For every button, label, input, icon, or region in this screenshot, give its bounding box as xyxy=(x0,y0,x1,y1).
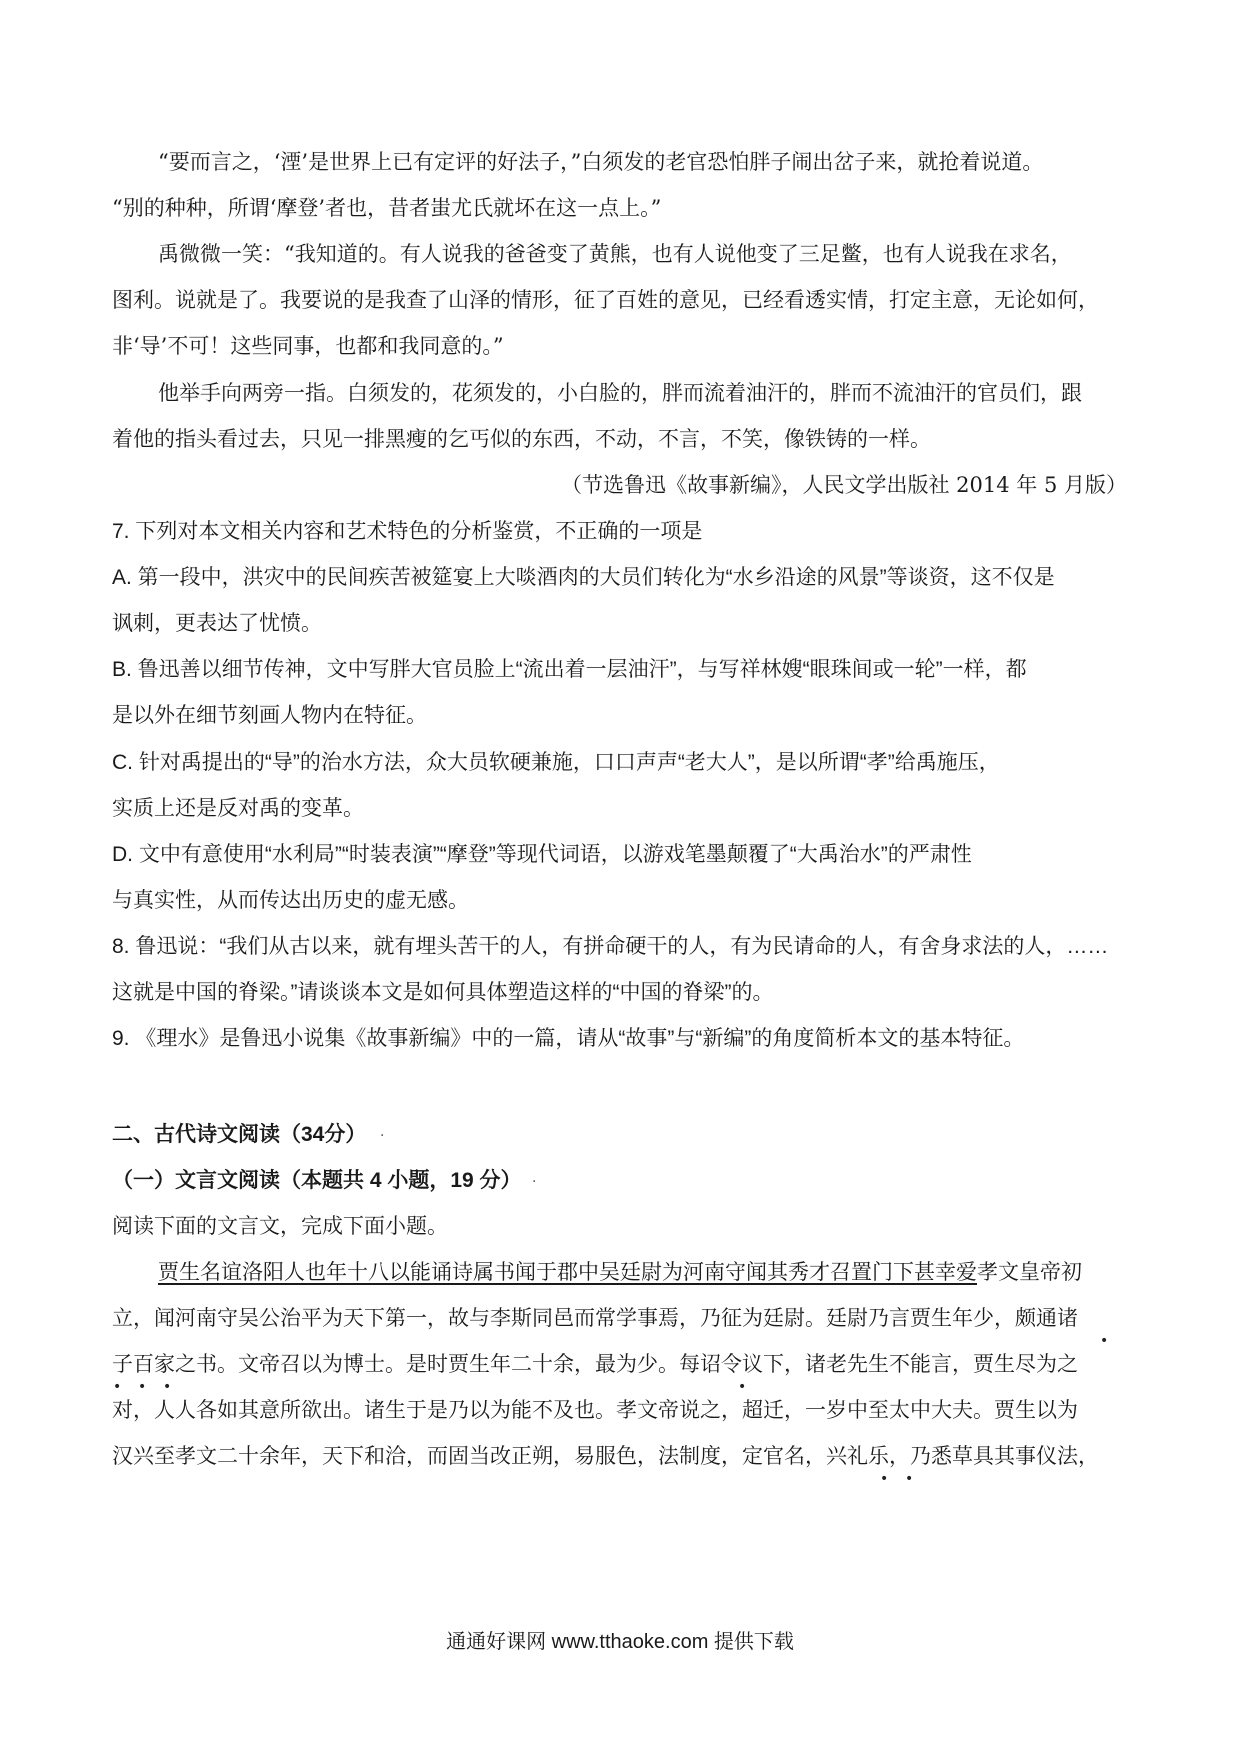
classical-text-line-4: 对，人人各如其意所欲出。诸生于是乃以为能不及也。孝文帝说之，超迁，一岁中至太中大夫。贾生以为 xyxy=(112,1398,1078,1422)
scan-mark-icon: . xyxy=(532,1170,537,1186)
reading-instruction: 阅读下面的文言文，完成下面小题。 xyxy=(112,1215,448,1238)
scan-mark-icon: . xyxy=(380,1124,385,1140)
question-7: 7. 下列对本文相关内容和艺术特色的分析鉴赏，不正确的一项是 xyxy=(112,520,703,543)
option-c-line-1: C. 针对禹提出的“导”的治水方法，众大员软硬兼施，口口声声“老大人”，是以所谓“孝”给禹施压， xyxy=(112,751,1000,774)
classical-text-line-1-rest: 孝文皇帝初 xyxy=(977,1260,1082,1284)
question-8-line-1: 8. 鲁迅说：“我们从古以来，就有埋头苦干的人，有拼命硬干的人，有为民请命的人，有舍身求法的人，…… xyxy=(112,935,1109,958)
question-9: 9. 《理水》是鲁迅小说集《故事新编》中的一篇，请从“故事”与“新编”的角度简析本文的基本特征。 xyxy=(112,1027,1025,1050)
story-paragraph-2-line-1: 禹微微一笑：“我知道的。有人说我的爸爸变了黄熊，也有人说他变了三足鳖，也有人说我在求名， xyxy=(158,242,1072,266)
classical-text-line-2: 立，闻河南守吴公治平为天下第一，故与李斯同邑而常学事焉，乃征为廷尉。廷尉乃言贾生年少，颇通诸 xyxy=(112,1306,1078,1330)
option-a-line-1: A. 第一段中，洪灾中的民间疾苦被筵宴上大啖酒肉的大员们转化为“水乡沿途的风景”等谈资，这不仅是 xyxy=(112,566,1055,589)
option-d-line-2: 与真实性，从而传达出历史的虚无感。 xyxy=(112,889,469,912)
page-footer: 通通好课网 www.tthaoke.com 提供下载 xyxy=(446,1631,794,1653)
option-a-line-2: 讽刺，更表达了忧愤。 xyxy=(112,612,322,635)
classical-text-line-1 xyxy=(158,1256,1133,1286)
emphasis-dot-icon: • xyxy=(905,1471,914,1487)
emphasis-dot-icon: • xyxy=(738,1379,747,1395)
classical-text-line-5: 汉兴至孝文二十余年，天下和洽，而固当改正朔，易服色，法制度，定官名，兴礼乐，乃悉草具其事仪法， xyxy=(112,1444,1099,1468)
emphasis-dot-icon: • xyxy=(138,1379,147,1395)
section-heading: 二、古代诗文阅读（34分） xyxy=(112,1123,367,1146)
emphasis-dot-icon: • xyxy=(163,1379,172,1395)
story-paragraph-2-line-2: 图利。说就是了。我要说的是我查了山泽的情形，征了百姓的意见，已经看透实情，打定主意，无论如何， xyxy=(112,288,1099,312)
subsection-heading: （一）文言文阅读（本题共 4 小题，19 分） xyxy=(112,1169,522,1192)
underlined-passage: 贾生名谊洛阳人也年十八以能诵诗属书闻于郡中吴廷尉为河南守闻其秀才召置门下甚幸爱 xyxy=(158,1260,977,1284)
emphasis-dot-icon: • xyxy=(1100,1333,1109,1349)
classical-text-line-3: 子百家之书。文帝召以为博士。是时贾生年二十余，最为少。每诏令议下，诸老先生不能言，贾生尽为之 xyxy=(112,1352,1078,1376)
story-source: （节选鲁迅《故事新编》，人民文学出版社 2014 年 5 月版） xyxy=(560,473,1127,497)
story-paragraph-1-line-1: “要而言之，‘湮’是世界上已有定评的好法子，”白须发的老官恐怕胖子闹出岔子来，就抢着说道。 xyxy=(158,150,1044,174)
story-paragraph-1-line-2: “别的种种，所谓‘摩登’者也，昔者蚩尤氏就坏在这一点上。” xyxy=(112,196,662,220)
option-b-line-1: B. 鲁迅善以细节传神，文中写胖大官员脸上“流出着一层油汗”，与写祥林嫂“眼珠间或一轮”一样，都 xyxy=(112,658,1027,681)
story-paragraph-3-line-2: 着他的指头看过去，只见一排黑瘦的乞丐似的东西，不动，不言，不笑，像铁铸的一样。 xyxy=(112,427,931,451)
option-b-line-2: 是以外在细节刻画人物内在特征。 xyxy=(112,704,427,727)
story-paragraph-3-line-1: 他举手向两旁一指。白须发的，花须发的，小白脸的，胖而流着油汗的，胖而不流油汗的官员们，跟 xyxy=(158,381,1082,405)
story-paragraph-2-line-3: 非‘导’不可！这些同事，也都和我同意的。” xyxy=(112,334,504,358)
emphasis-dot-icon: • xyxy=(880,1471,889,1487)
option-c-line-2: 实质上还是反对禹的变革。 xyxy=(112,797,364,820)
emphasis-dot-icon: • xyxy=(113,1379,122,1395)
question-8-line-2: 这就是中国的脊梁。”请谈谈本文是如何具体塑造这样的“中国的脊梁”的。 xyxy=(112,981,774,1004)
option-d-line-1: D. 文中有意使用“水利局”“时装表演”“摩登”等现代词语，以游戏笔墨颠覆了“大禹治水”的严肃性 xyxy=(112,843,972,866)
